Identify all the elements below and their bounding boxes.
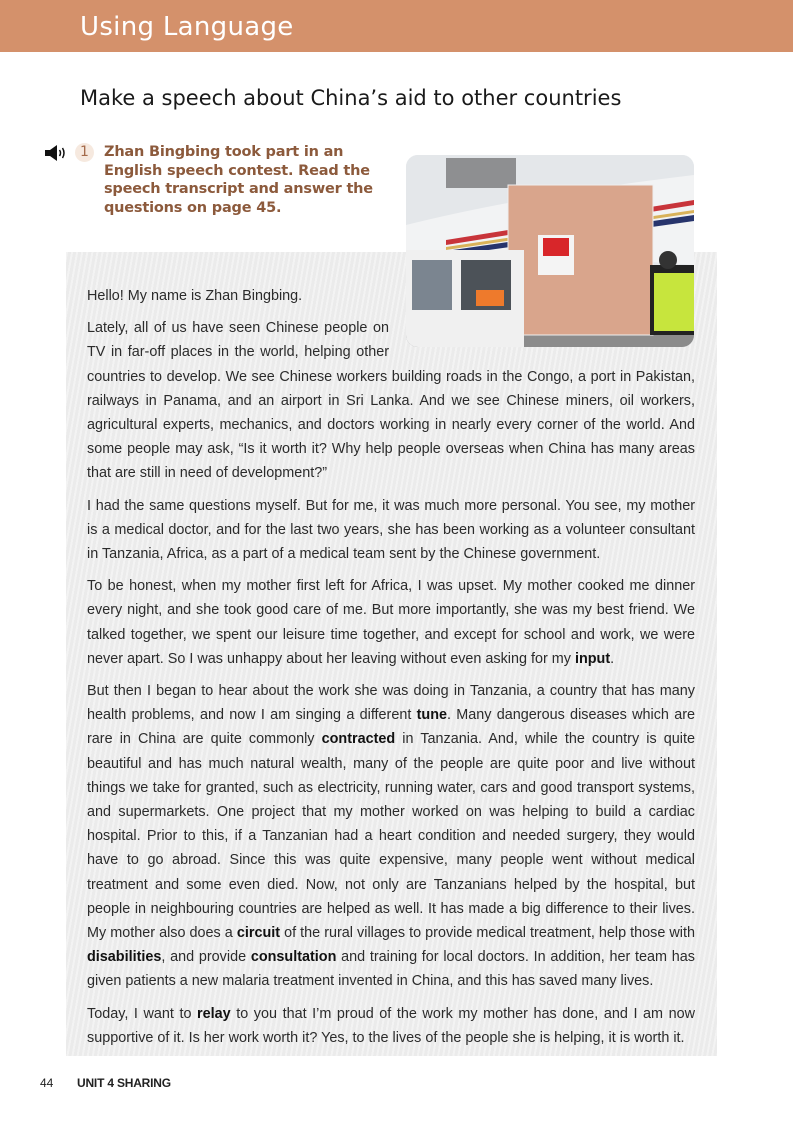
speech-paragraph	[87, 679, 695, 994]
paragraph-text: and training for local doctors. In addition, her team has given patients a new malaria treatment invented in China, and this has saved many lives.	[87, 949, 695, 990]
vocabulary-word: contracted	[321, 731, 396, 748]
vocabulary-word: relay	[197, 1005, 231, 1022]
vocabulary-word: input	[574, 650, 611, 667]
speaker-icon[interactable]	[44, 145, 68, 161]
paragraph-text: to you that I’m proud of the work my mother has done, and I am now supportive of it. Is her work worth it? Yes, to the lives of the people she is helping, it is worth it.	[87, 1005, 695, 1046]
task-instruction: Zhan Bingbing took part in an English speech contest. Read the speech transcript and answer the questions on page 45.	[104, 144, 373, 216]
paragraph-text: Hello! My name is Zhan Bingbing.	[87, 288, 303, 304]
section-title: Make a speech about China’s aid to other countries	[80, 86, 622, 110]
section-banner	[0, 0, 793, 52]
speech-paragraph	[87, 574, 695, 671]
paragraph-text: But then I began to hear about the work she was doing in Tanzania, a country that has many health problems, and now I am singing a different	[87, 683, 695, 724]
banner-title: Using Language	[80, 12, 294, 42]
paragraph-text: of the rural villages to provide medical treatment, help those with	[280, 925, 696, 942]
speech-paragraph	[87, 494, 695, 567]
paragraph-text: .	[610, 650, 615, 667]
paragraph-text: I had the same questions myself. But for me, it was much more personal. You see, my mother is a medical doctor, and for the last two years, she has been working as a volunteer consultant in Tanzania, Africa, as a part of a medical team sent by the Chinese government.	[87, 497, 695, 563]
paragraph-text: in Tanzania. And, while the country is quite beautiful and has much natural wealth, many of the people are quite poor and live without things we take for granted, such as electricity, running water, cars and good transport systems, and supermarkets. One project that my mother worked on was helping to build a cardiac hospital. Prior to this, if a Tanzanian had a heart condition and needed surgery, they would have to go abroad. Since this was quite expensive, many people went without medical treatment and some even died. Now, not only are Tanzanians helped by the hospital, but people in neighbouring countries are helped as well. It has made a big difference to their lives. My mother also does a	[87, 731, 695, 942]
photo-wrap-spacer	[389, 284, 695, 348]
task-number: 1	[75, 143, 94, 162]
vocabulary-word: circuit	[236, 925, 281, 942]
vocabulary-word: disabilities	[87, 949, 162, 966]
page-number: 44	[40, 1076, 54, 1090]
paragraph-text: , and provide	[161, 949, 251, 966]
paragraph-text: . Many dangerous diseases which are rare in China are quite commonly	[87, 707, 696, 748]
speech-paragraph	[87, 1002, 695, 1050]
speech-transcript	[87, 284, 695, 1058]
unit-label: UNIT 4 SHARING	[77, 1076, 171, 1090]
paragraph-text: Lately, all of us have seen Chinese people on TV in far-off places in the world, helping other countries to develop. We see Chinese workers building roads in the Congo, a port in Pakistan, railways in Panama, and an airport in Sri Lanka. And we see Chinese miners, oil workers, agricultural experts, mechanics, and doctors working in nearly every corner of the world. And some people may ask, “Is it worth it? Why help people overseas when China has many areas that are still in need of development?”	[87, 320, 695, 482]
paragraph-text: Today, I want to	[87, 1005, 198, 1022]
vocabulary-word: consultation	[250, 949, 337, 966]
paragraph-text: To be honest, when my mother first left for Africa, I was upset. My mother cooked me dinner every night, and she took good care of me. But more importantly, she was my best friend. We talked together, we spent our leisure time together, and except for school and work, we were never apart. So I was unhappy about her leaving without even asking for my	[87, 578, 695, 667]
vocabulary-word: tune	[416, 707, 448, 724]
